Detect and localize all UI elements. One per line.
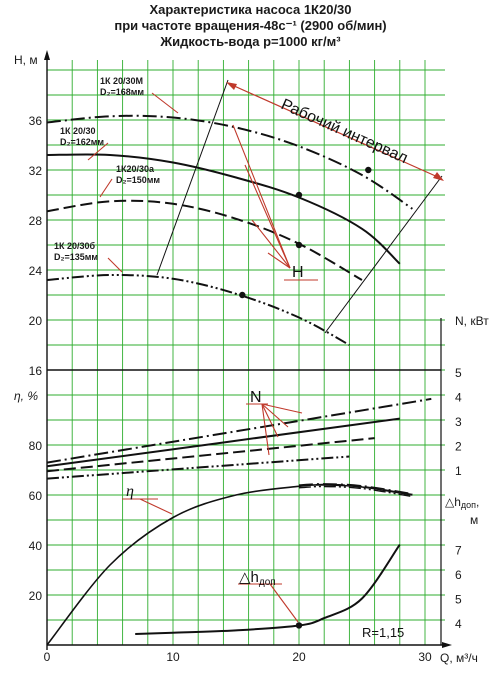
label-30-name: 1К 20/30 (60, 126, 96, 136)
x-tick-label: 10 (166, 650, 180, 664)
npsh-tick-label: 6 (455, 568, 462, 582)
power-tick-label: 3 (455, 415, 462, 429)
working-range-right (325, 176, 442, 333)
head-point (239, 292, 245, 298)
h-pointer-3 (252, 220, 290, 268)
efficiency-axis-label: η, % (14, 389, 38, 403)
working-range-label: Рабочий интервал (278, 96, 411, 168)
efficiency-tick-label: 80 (28, 439, 42, 453)
efficiency-tick-label: 40 (28, 539, 42, 553)
power-tick-label: 2 (455, 439, 462, 454)
efficiency-tick-label: 20 (28, 589, 42, 603)
r-note: R=1,15 (362, 625, 405, 640)
power-axis-label: N, кВт (455, 314, 489, 328)
npsh-axis-label-1: △hдоп, (445, 495, 480, 510)
eta-pointer-line (140, 499, 172, 514)
n-pointer-1 (262, 404, 302, 413)
label-leader-30a (100, 179, 112, 197)
power-line-0 (47, 399, 431, 463)
label-30-d: D₂=162мм (60, 137, 105, 147)
power-tick-label: 5 (455, 366, 462, 380)
label-30b-d: D₂=135мм (54, 252, 99, 262)
npsh-point (296, 622, 302, 628)
head-point (296, 242, 302, 248)
x-tick-label: 20 (292, 650, 306, 664)
head-axis-label: H, м (14, 53, 38, 67)
n-label: N (250, 389, 262, 406)
npsh-axis-label-2: м (470, 513, 479, 527)
label-30a-d: D₂=150мм (116, 175, 161, 185)
label-30m-name: 1К 20/30М (100, 76, 144, 86)
eta-label: η (126, 483, 134, 500)
x-tick-label: 0 (43, 650, 51, 664)
power-tick-label: 1 (455, 464, 462, 478)
efficiency-curve (47, 485, 412, 645)
title-line-1: Характеристика насоса 1К20/30 (149, 2, 352, 17)
x-tick-label: 30 (418, 650, 432, 664)
head-point (296, 192, 302, 198)
npsh-tick-label: 5 (455, 592, 462, 607)
head-tick-label: 36 (28, 114, 42, 128)
title-line-3: Жидкость-вода р=1000 кг/м³ (160, 34, 341, 49)
head-point (365, 167, 371, 173)
label-30m-d: D₂=168мм (100, 87, 145, 97)
x-arrow (442, 642, 452, 648)
npsh-curve (135, 545, 400, 634)
working-range-arrowhead-left (226, 82, 237, 90)
working-range-left (157, 80, 228, 275)
y-arrow (44, 50, 50, 60)
label-30a-name: 1К20/30а (116, 164, 155, 174)
head-tick-label: 20 (28, 314, 42, 328)
h-pointer-1 (233, 125, 290, 268)
head-tick-label: 16 (28, 364, 42, 378)
x-axis-label: Q, м³/ч (440, 651, 478, 665)
power-tick-label: 4 (455, 390, 462, 405)
working-range-arrowhead-right (433, 172, 444, 181)
dh-label: $\triangle h_{доп}$ (239, 569, 276, 588)
h-pointer-2 (245, 165, 290, 268)
head-tick-label: 24 (28, 264, 42, 278)
head-tick-label: 32 (28, 164, 42, 178)
npsh-tick-label: 7 (455, 543, 462, 558)
h-label: H (292, 264, 304, 281)
npsh-tick-label: 4 (455, 617, 462, 631)
head-tick-label: 28 (28, 214, 42, 228)
title-line-2: при частоте вращения-48с⁻¹ (2900 об/мин) (114, 18, 387, 33)
label-leader-30m (152, 93, 178, 113)
label-30b-name: 1К 20/30б (54, 241, 96, 251)
efficiency-tick-label: 60 (28, 489, 42, 503)
